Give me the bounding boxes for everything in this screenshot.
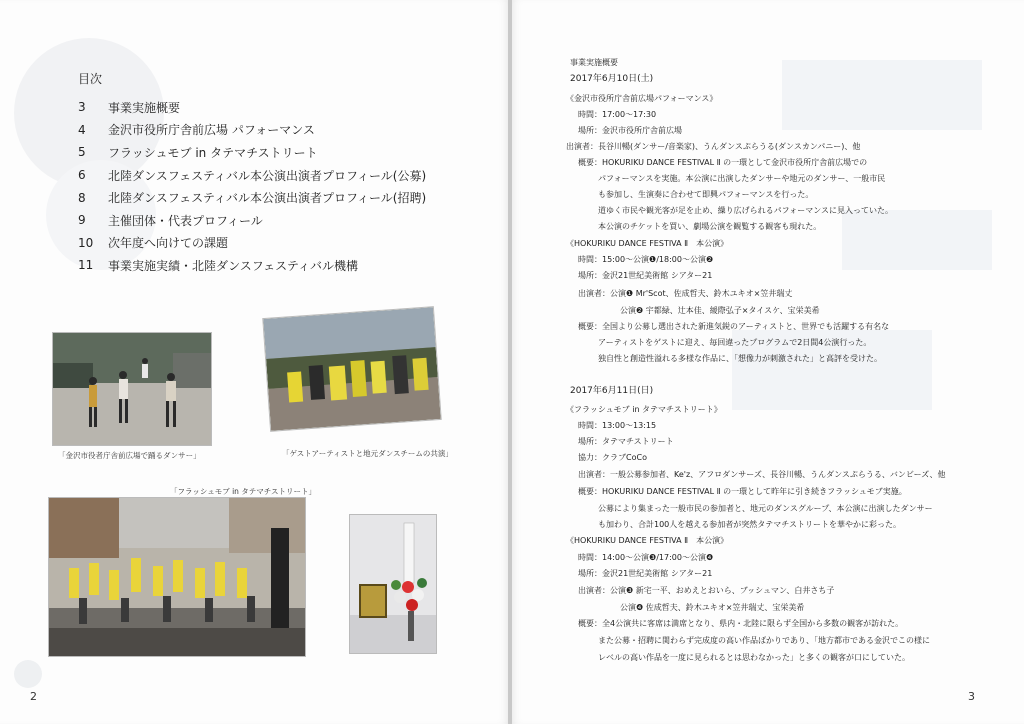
toc-item-number: 3	[78, 100, 86, 115]
toc-item-number: 10	[78, 235, 94, 250]
page-number-right: 3	[968, 690, 975, 703]
event-performers: 公演❹ 佐成哲夫、鈴木ユキオ×笠井瑞丈、宝栄美希	[620, 603, 805, 612]
toc-item	[76, 119, 496, 142]
toc-item	[76, 96, 496, 119]
toc-item-number: 6	[78, 168, 86, 183]
page-number-left: 2	[30, 690, 37, 703]
toc-item-label: 事業実施実績・北陸ダンスフェスティバル機構	[108, 258, 358, 273]
event-performers: 出演者：長谷川暢(ダンサー/音楽家)、うんダンスぷらうる(ダンスカンパニー)、他	[566, 142, 861, 151]
toc-item	[76, 186, 496, 209]
event-performers: 出演者：一般公募参加者、Ke'z、アフロダンサーズ、長谷川暢、うんダンスぷらうる、バンビーズ、他	[578, 470, 946, 479]
toc-item-number: 9	[78, 213, 86, 228]
photo-flowers-display	[349, 514, 437, 654]
toc-item-label: 金沢市役所庁舎前広場 パフォーマンス	[108, 123, 315, 138]
section-heading: 事業実施概要	[570, 58, 618, 67]
toc-item-label: フラッシュモブ in タテマチストリート	[108, 145, 318, 160]
event-overview: また公募・招聘に関わらず完成度の高い作品ばかりであり、「地方都市である金沢でこの様に	[598, 636, 930, 645]
event-performers: 出演者：公演❸ 新宅一平、おめえとおいら、ブッシュマン、白井さち子	[578, 586, 835, 595]
photo-caption: 「フラッシュモブ in タテマチストリート」	[170, 487, 317, 496]
event-overview: 道ゆく市民や観光客が足を止め、繰り広げられるパフォーマンスに見入っていた。	[598, 206, 894, 215]
event-overview: も参加し、生演奏に合わせて即興パフォーマンスを行った。	[598, 190, 814, 199]
photo-plaza-dancers	[52, 332, 212, 446]
event-overview: 公募により集まった一般市民の参加者と、地元のダンスグループ、本公演に出演したダンサー	[598, 504, 933, 513]
event-time: 時間：15:00〜公演❶/18:00〜公演❷	[578, 255, 714, 264]
event-overview: レベルの高い作品を一度に見られるとは思わなかった」と多くの観客が口にしていた。	[598, 653, 910, 662]
date-heading: 2017年6月11日(日)	[570, 386, 654, 396]
toc-item-number: 4	[78, 122, 86, 137]
event-performers: 公演❷ 宇都緑、辻本佳、緩際弘子×タイスケ、宝栄美希	[620, 306, 820, 315]
event-performers: 出演者：公演❶ Mr'Scot、佐成哲夫、鈴木ユキオ×笠井瑞丈	[578, 289, 793, 298]
event-overview: 概要：HOKURIKU DANCE FESTIVAL Ⅱ の一環として金沢市役所庁舎前広場での	[578, 158, 868, 167]
event-place: 場所：金沢21世紀美術館 シアター21	[578, 569, 713, 578]
toc-item-label: 主催団体・代表プロフィール	[108, 213, 263, 228]
logo	[14, 660, 42, 688]
event-title: 《フラッシュモブ in タテマチストリート》	[566, 405, 722, 414]
date-heading: 2017年6月10日(土)	[570, 74, 654, 84]
toc-item-label: 事業実施概要	[108, 100, 181, 115]
event-overview: パフォーマンスを実施。本公演に出演したダンサーや地元のダンサー、一般市民	[598, 174, 886, 183]
event-title: 《HOKURIKU DANCE FESTIVA Ⅱ 本公演》	[566, 536, 729, 545]
event-time: 時間：13:00〜13:15	[578, 421, 657, 430]
event-time: 時間：17:00〜17:30	[578, 110, 657, 119]
toc-item-label: 北陸ダンスフェスティバル本公演出演者プロフィール(招聘)	[108, 191, 427, 206]
event-overview: 概要：全国より公募し選出された新進気鋭のアーティストと、世界でも活躍する有名な	[578, 322, 890, 331]
event-place: 場所：金沢市役所庁舎前広場	[578, 126, 682, 135]
toc-item	[76, 141, 496, 164]
table-of-contents	[76, 96, 496, 277]
toc-item	[76, 232, 496, 255]
event-title: 《金沢市役所庁舎前広場パフォーマンス》	[566, 94, 718, 103]
photo-guest-artists	[262, 306, 442, 432]
toc-item-number: 8	[78, 190, 86, 205]
toc-title: 目次	[78, 72, 103, 86]
toc-item-number: 11	[78, 258, 94, 273]
toc-item-label: 北陸ダンスフェスティバル本公演出演者プロフィール(公募)	[108, 168, 427, 183]
left-page	[0, 0, 508, 724]
event-title: 《HOKURIKU DANCE FESTIVA Ⅱ 本公演》	[566, 239, 729, 248]
photo-caption: 「ゲストアーティストと地元ダンスチームの共演」	[282, 449, 453, 458]
toc-item	[76, 164, 496, 187]
event-time: 時間：14:00〜公演❸/17:00〜公演❹	[578, 553, 714, 562]
decorative-block	[842, 210, 992, 270]
event-cooperation: 協力：クラブCoCo	[578, 453, 647, 462]
event-overview: 概要：HOKURIKU DANCE FESTIVAL Ⅱ の一環として昨年に引き続きフラッシュモブ実施。	[578, 487, 907, 496]
event-place: 場所：タテマチストリート	[578, 437, 674, 446]
event-overview: アーティストをゲストに迎え、毎回違ったプログラムで2日間4公演行った。	[598, 338, 872, 347]
toc-item	[76, 254, 496, 277]
photo-caption: 「金沢市役者庁舎前広場で踊るダンサー」	[58, 451, 201, 460]
photo-flash-mob	[48, 497, 306, 657]
toc-item-number: 5	[78, 145, 86, 160]
toc-item-label: 次年度へ向けての課題	[108, 236, 229, 251]
event-place: 場所：金沢21世紀美術館 シアター21	[578, 271, 713, 280]
decorative-block	[782, 60, 982, 130]
toc-item	[76, 209, 496, 232]
event-overview: も加わり、合計100人を越える参加者が突然タテマチストリートを華やかに彩った。	[598, 520, 901, 529]
event-overview: 本公演のチケットを買い、劇場公演を観覧する観客も現れた。	[598, 222, 822, 231]
event-overview: 独自性と創造性溢れる多様な作品に、「想像力が刺激された」と高評を受けた。	[598, 354, 882, 363]
event-overview: 概要：全4公演共に客席は満席となり、県内・北陸に限らず全国から多数の観客が訪れた。	[578, 619, 904, 628]
